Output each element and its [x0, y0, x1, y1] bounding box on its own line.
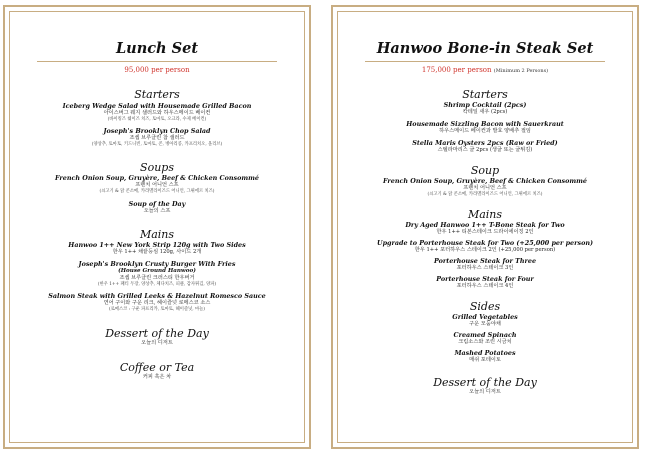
title-divider	[37, 61, 277, 62]
menu-item-name: Joseph's Brooklyn Chop Salad	[103, 127, 211, 135]
menu-item-korean: 한우 1++ 티본스테이크 드라이에이징 2인	[436, 229, 534, 235]
steak-dessert-heading: Dessert of the Day	[433, 376, 537, 389]
menu-item-korean: 포터하우스 스테이크 3인	[456, 265, 514, 271]
menu-item-name: French Onion Soup, Gruyère, Beef & Chicken Consommé	[383, 177, 587, 185]
menu-item-name: Salmon Steak with Grilled Leeks & Hazelnut Romesco Sauce	[48, 292, 266, 300]
menu-item-description: (양상추, 토마토, 키드니빈, 토마토, 콘, 병아리콩, 카프리치오, 올리브)	[91, 142, 223, 147]
menu-item-description: (쇠고기 & 닭 콘소메, 카라멜라이즈드 어니언, 그뤼에르 치즈)	[99, 189, 215, 194]
menu-item-korean: 스텔라마리스 굴 2pcs (생굴 또는 굴튀김)	[437, 147, 533, 153]
menu-item-korean: 크림소스와 조린 시금치	[458, 339, 512, 345]
menu-item-name: Iceberg Wedge Salad with Housemade Grilled Bacon	[62, 102, 252, 110]
steak-starters-heading: Starters	[462, 88, 508, 101]
menu-item-name: Soup of the Day	[128, 200, 186, 208]
menu-item-name: French Onion Soup, Gruyère, Beef & Chicken Consommé	[55, 174, 259, 182]
menu-item-name: Joseph's Brooklyn Crusty Burger With Fries	[78, 260, 236, 268]
steak-price-note: (Minimum 2 Persons)	[493, 68, 549, 74]
menu-item-korean: 한우 1++ 채끝등심 120g, 사이드 2개	[112, 249, 202, 255]
menu-item-korean: 연어 구이와 구운 리크, 헤이즐넛 로메스코 소스	[103, 300, 211, 306]
title-divider	[365, 61, 605, 62]
lunch-mains-heading: Mains	[139, 228, 175, 241]
lunch-menu-inner-border	[9, 11, 305, 443]
steak-price-line	[338, 66, 632, 76]
menu-item-name: Dry Aged Hanwoo 1++ T-Bone Steak for Two	[405, 221, 565, 229]
menu-item-korean: 조셉 브루클린 찹 샐러드	[129, 135, 185, 141]
lunch-starters-heading: Starters	[134, 88, 180, 101]
steak-sides-heading: Sides	[469, 300, 501, 313]
menu-item-name: Housemade Sizzling Bacon with Sauerkraut	[406, 120, 564, 128]
menu-item-name: Porterhouse Steak for Three	[433, 257, 537, 265]
menu-item-description: (로메스코 : 구운 파프리카, 토마토, 헤이즐넛, 마늘)	[109, 307, 205, 312]
menu-item-description: (한우 1++ 패티 두장, 양상추, 체다치즈, 피클, 감자튀김, 양파)	[97, 282, 217, 287]
menu-item-name: Porterhouse Steak for Four	[436, 275, 534, 283]
menu-item-korean: 오늘의 디저트	[141, 340, 173, 346]
menu-item-korean: 하우스메이드 베이컨과 발효 양배추 절임	[439, 128, 531, 134]
menu-item-name: Stella Maris Oysters 2pcs (Raw or Fried)	[412, 139, 558, 147]
lunch-menu-card	[3, 5, 311, 449]
menu-item-korean: 칵테일 새우 (2pcs)	[462, 109, 508, 115]
menu-item-name: Hanwoo 1++ New York Strip 120g with Two Sides	[68, 241, 246, 249]
steak-mains-heading: Mains	[467, 208, 503, 221]
menu-item-korean: 커피 혹은 차	[142, 374, 172, 380]
menu-item-name: Upgrade to Porterhouse Steak for Two (+25,000 per person)	[377, 239, 593, 247]
menu-item-description: (쇠고기 & 닭 콘소메, 카라멜라이즈드 어니언, 그뤼에르 치즈)	[427, 192, 543, 197]
menu-item-name: Shrimp Cocktail (2pcs)	[443, 101, 527, 109]
steak-price: 175,000 per person	[421, 66, 492, 74]
menu-item-korean: 매쉬 포테이토	[469, 357, 501, 363]
steak-menu-inner-border	[337, 11, 633, 443]
menu-item-korean: 포터하우스 스테이크 4인	[456, 283, 514, 289]
menu-item-name: Grilled Vegetables	[452, 313, 518, 321]
menu-item-korean: 조셉 브루클린 크러스티 한우버거	[119, 275, 195, 281]
lunch-coffee-heading: Coffee or Tea	[119, 361, 195, 374]
menu-item-name: Creamed Spinach	[453, 331, 517, 339]
menu-item-name: Mashed Potatoes	[454, 349, 516, 357]
menu-item-description: (바이킹즈 쉐이즈 치즈, 토마토, 오크라, 수제 베이컨)	[107, 117, 207, 122]
lunch-dessert-heading: Dessert of the Day	[105, 327, 209, 340]
lunch-price: 95,000 per person	[124, 66, 190, 74]
steak-title: Hanwoo Bone-in Steak Set	[376, 40, 594, 57]
menu-item-korean: 구운 모둠야채	[469, 321, 501, 327]
steak-menu-card	[331, 5, 639, 449]
menu-item-korean: 아이스버그 웨지 샐러드와 하우스메이드 베이컨	[103, 110, 211, 116]
menu-item-korean: 프렌치 어니언 스프	[135, 182, 179, 188]
steak-soup-heading: Soup	[470, 164, 500, 177]
menu-item-korean: 프렌치 어니언 스프	[463, 185, 507, 191]
menu-item-korean: 오늘의 스프	[143, 208, 171, 214]
lunch-soups-heading: Soups	[140, 161, 174, 174]
menu-item-subtitle: (House Ground Hanwoo)	[118, 268, 196, 274]
menu-item-korean: 오늘의 디저트	[469, 389, 501, 395]
lunch-title: Lunch Set	[115, 40, 199, 57]
menu-item-korean: 한우 1++ 포터하우스 스테이크 2인 (+25,000 per person)	[414, 247, 556, 253]
